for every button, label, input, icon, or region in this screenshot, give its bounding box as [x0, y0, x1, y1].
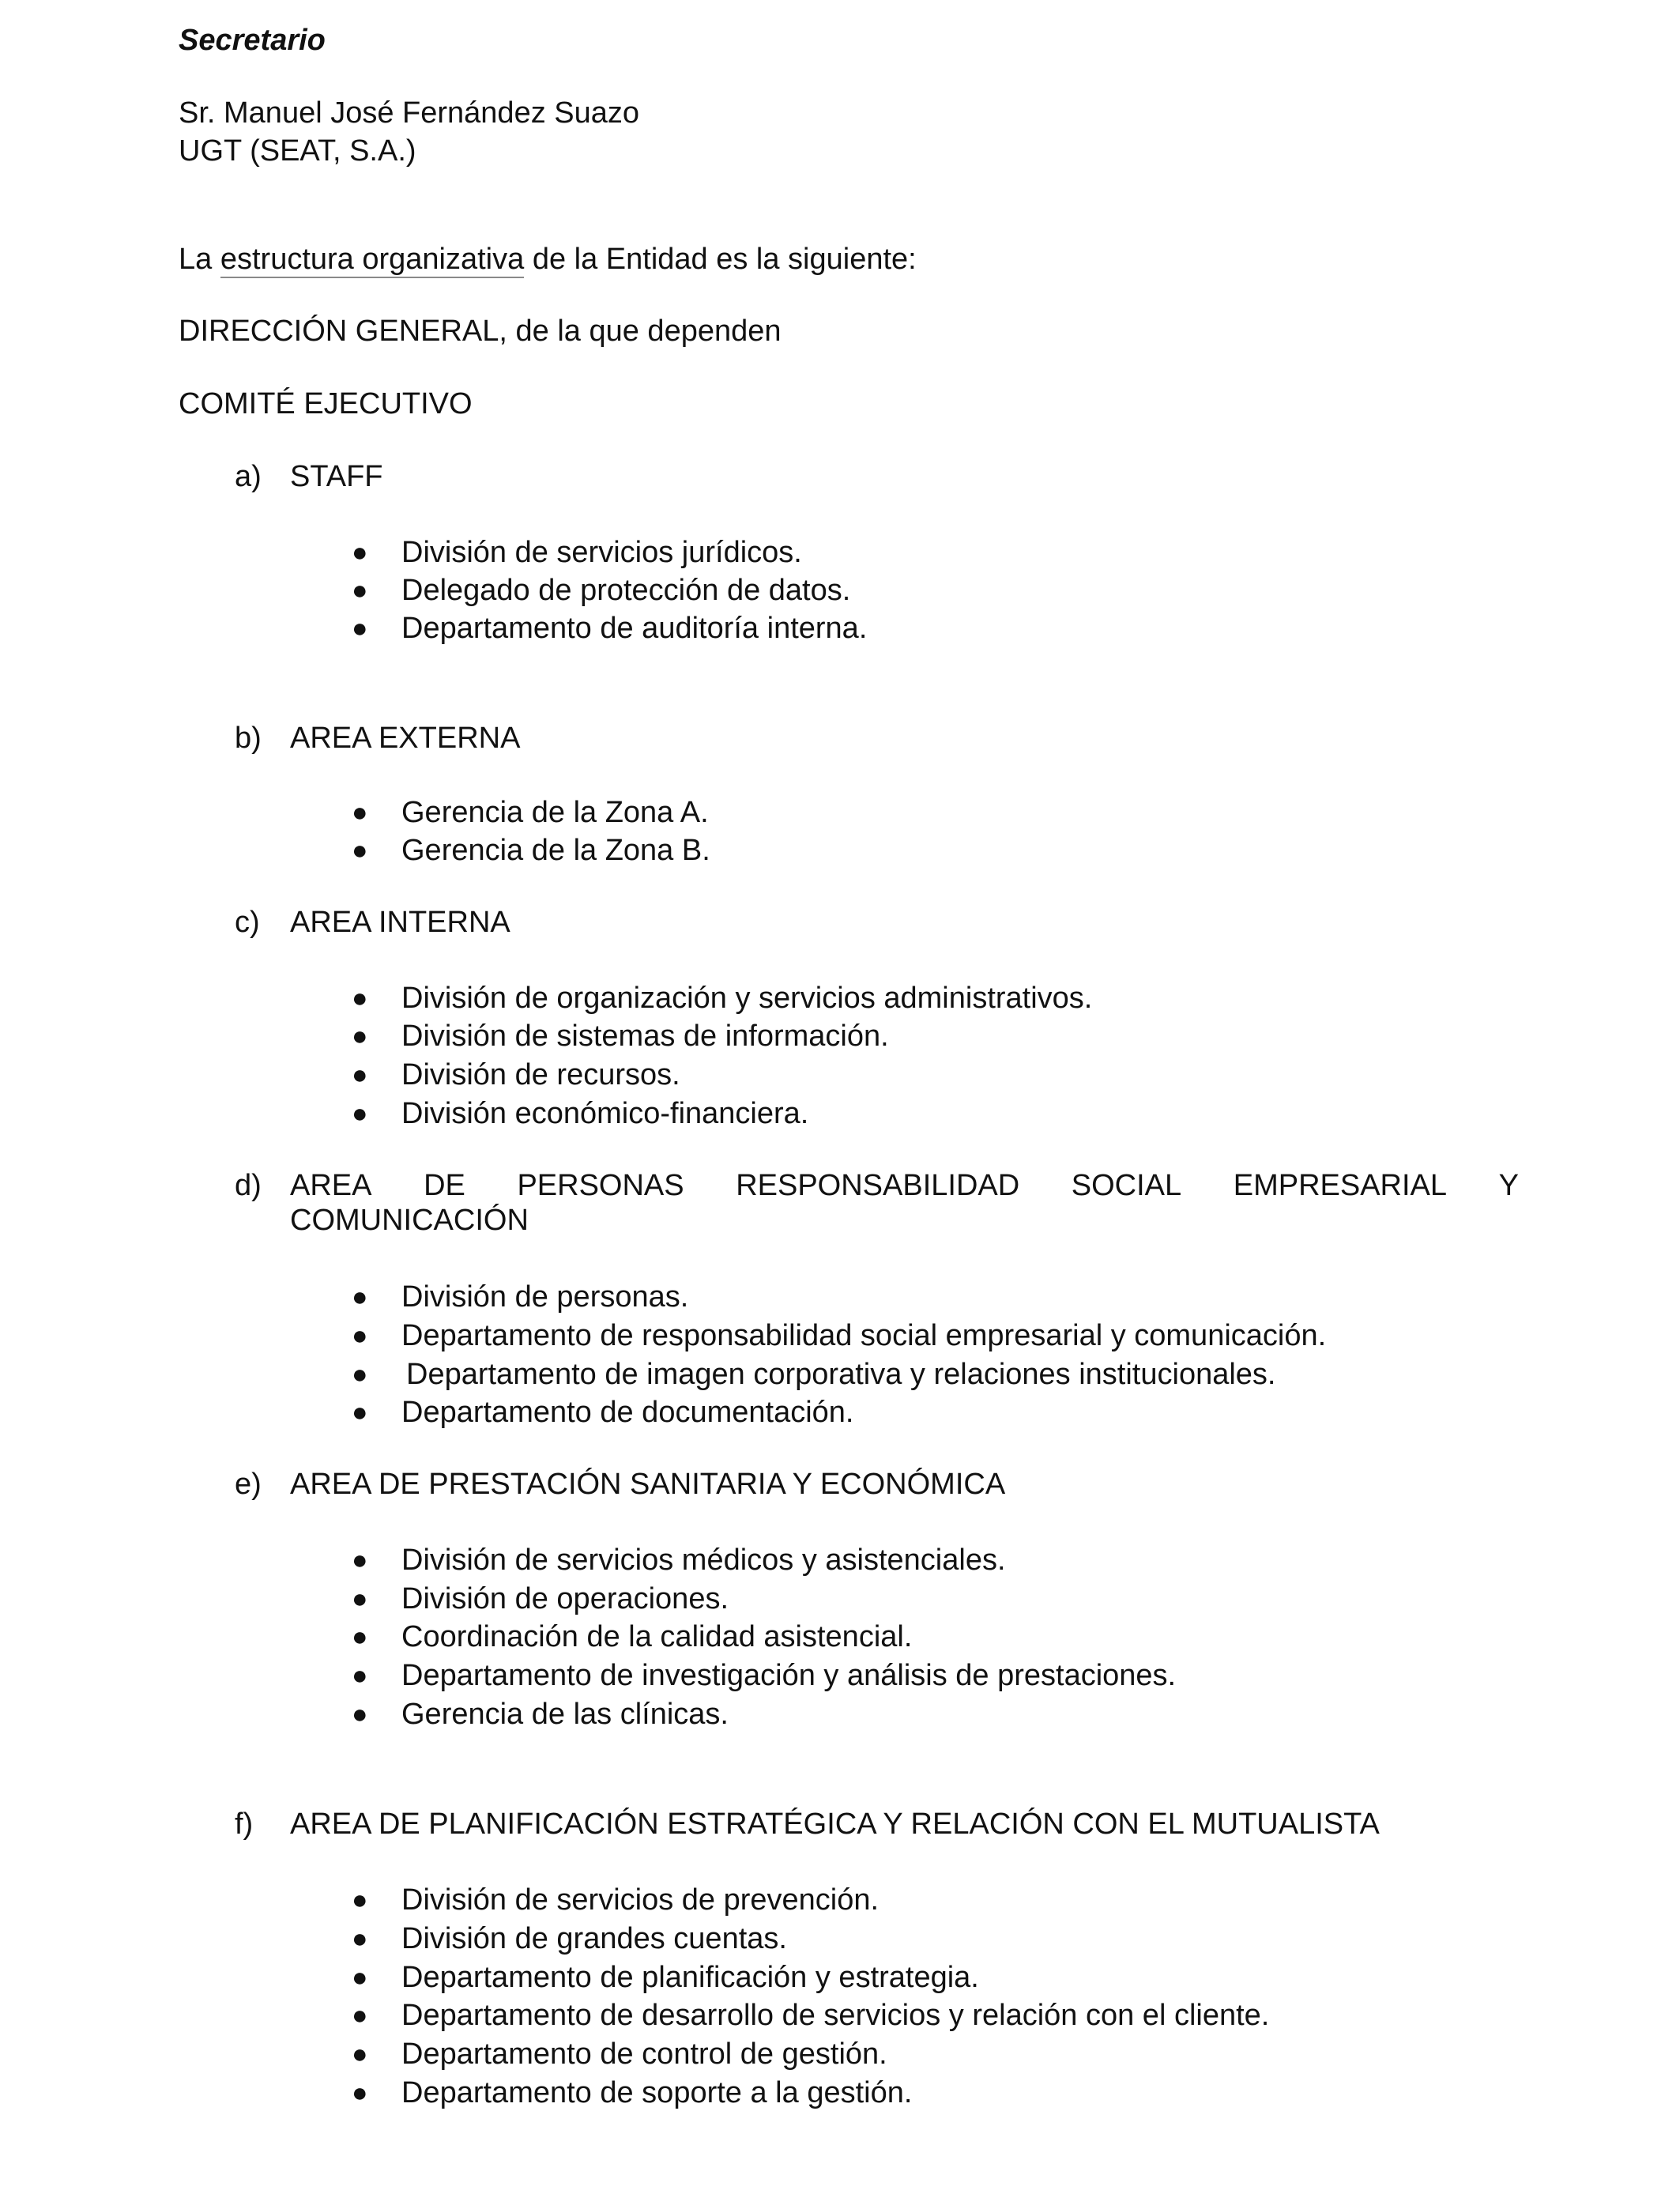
bullet-icon: ● [352, 797, 368, 827]
list-item: Departamento de imagen corporativa y relaciones institucionales. [406, 1358, 1276, 1391]
title-word: DE [424, 1169, 465, 1202]
bullet-icon: ● [352, 1924, 368, 1954]
bullet-icon: ● [352, 1584, 368, 1614]
intro-sentence [179, 241, 917, 277]
bullet-icon: ● [352, 1397, 368, 1427]
bullet-icon: ● [352, 1060, 368, 1090]
list-item: Delegado de protección de datos. [401, 574, 851, 607]
estructura-organizativa-link[interactable]: estructura organizativa [220, 243, 524, 278]
list-item: Gerencia de las clínicas. [401, 1698, 729, 1731]
bullet-icon: ● [352, 1962, 368, 1992]
direccion-general: DIRECCIÓN GENERAL, de la que dependen [179, 315, 782, 348]
list-item: Departamento de desarrollo de servicios y relación con el cliente. [401, 1999, 1270, 2032]
list-item: División de personas. [401, 1280, 689, 1314]
bullet-icon: ● [352, 1359, 368, 1389]
role-label: Secretario [179, 24, 326, 57]
section-title: AREA EXTERNA [290, 722, 521, 755]
intro-suffix: de la Entidad es la siguiente: [524, 243, 917, 276]
bullet-icon: ● [352, 2039, 368, 2069]
section-letter: c) [235, 906, 260, 939]
section-letter: b) [235, 722, 262, 755]
title-word: EMPRESARIAL [1233, 1169, 1448, 1202]
title-word: SOCIAL [1071, 1169, 1182, 1202]
section-title-line2: COMUNICACIÓN [290, 1204, 529, 1237]
title-word: AREA [290, 1169, 372, 1202]
title-word: Y [1498, 1169, 1519, 1202]
list-item: División de recursos. [401, 1058, 680, 1091]
bullet-icon: ● [352, 1545, 368, 1575]
list-item: Departamento de control de gestión. [401, 2038, 887, 2071]
list-item: División de sistemas de información. [401, 1020, 889, 1053]
list-item: División de grandes cuentas. [401, 1922, 787, 1955]
list-item: Gerencia de la Zona A. [401, 796, 709, 829]
section-title [290, 1167, 1519, 1204]
bullet-icon: ● [352, 1321, 368, 1351]
bullet-icon: ● [352, 613, 368, 643]
organization-name: UGT (SEAT, S.A.) [179, 134, 416, 168]
section-title: AREA INTERNA [290, 906, 510, 939]
list-item: Departamento de documentación. [401, 1396, 854, 1429]
title-word: RESPONSABILIDAD [736, 1169, 1020, 1202]
bullet-icon: ● [352, 1885, 368, 1915]
list-item: División de servicios médicos y asistenciales. [401, 1544, 1006, 1577]
list-item: Departamento de planificación y estrategia. [401, 1961, 979, 1994]
bullet-icon: ● [352, 537, 368, 567]
bullet-icon: ● [352, 1099, 368, 1129]
list-item: División de servicios de prevención. [401, 1883, 880, 1917]
list-item: Departamento de auditoría interna. [401, 612, 868, 645]
section-title: AREA DE PRESTACIÓN SANITARIA Y ECONÓMICA [290, 1468, 1006, 1501]
section-letter: f) [235, 1808, 254, 1841]
section-letter: a) [235, 460, 262, 493]
list-item: Departamento de responsabilidad social empresarial y comunicación. [401, 1319, 1327, 1352]
bullet-icon: ● [352, 2000, 368, 2030]
section-title: STAFF [290, 460, 383, 493]
intro-prefix: La [179, 243, 213, 276]
list-item: División económico-financiera. [401, 1097, 809, 1130]
list-item: Coordinación de la calidad asistencial. [401, 1620, 913, 1653]
bullet-icon: ● [352, 983, 368, 1013]
bullet-icon: ● [352, 1282, 368, 1312]
list-item: División de servicios jurídicos. [401, 536, 802, 569]
bullet-icon: ● [352, 1699, 368, 1729]
list-item: Gerencia de la Zona B. [401, 834, 710, 867]
comite-ejecutivo: COMITÉ EJECUTIVO [179, 387, 473, 420]
list-item: División de organización y servicios administrativos. [401, 982, 1093, 1015]
bullet-icon: ● [352, 1021, 368, 1051]
list-item: Departamento de investigación y análisis de prestaciones. [401, 1659, 1177, 1692]
section-letter: d) [235, 1169, 262, 1202]
bullet-icon: ● [352, 575, 368, 605]
person-name: Sr. Manuel José Fernández Suazo [179, 96, 640, 130]
section-title: AREA DE PLANIFICACIÓN ESTRATÉGICA Y RELACIÓN CON EL MUTUALISTA [290, 1808, 1380, 1841]
bullet-icon: ● [352, 1622, 368, 1652]
bullet-icon: ● [352, 835, 368, 865]
title-word: PERSONAS [517, 1169, 684, 1202]
bullet-icon: ● [352, 1661, 368, 1691]
list-item: Departamento de soporte a la gestión. [401, 2076, 913, 2109]
bullet-icon: ● [352, 2078, 368, 2108]
list-item: División de operaciones. [401, 1582, 729, 1615]
section-letter: e) [235, 1468, 262, 1501]
